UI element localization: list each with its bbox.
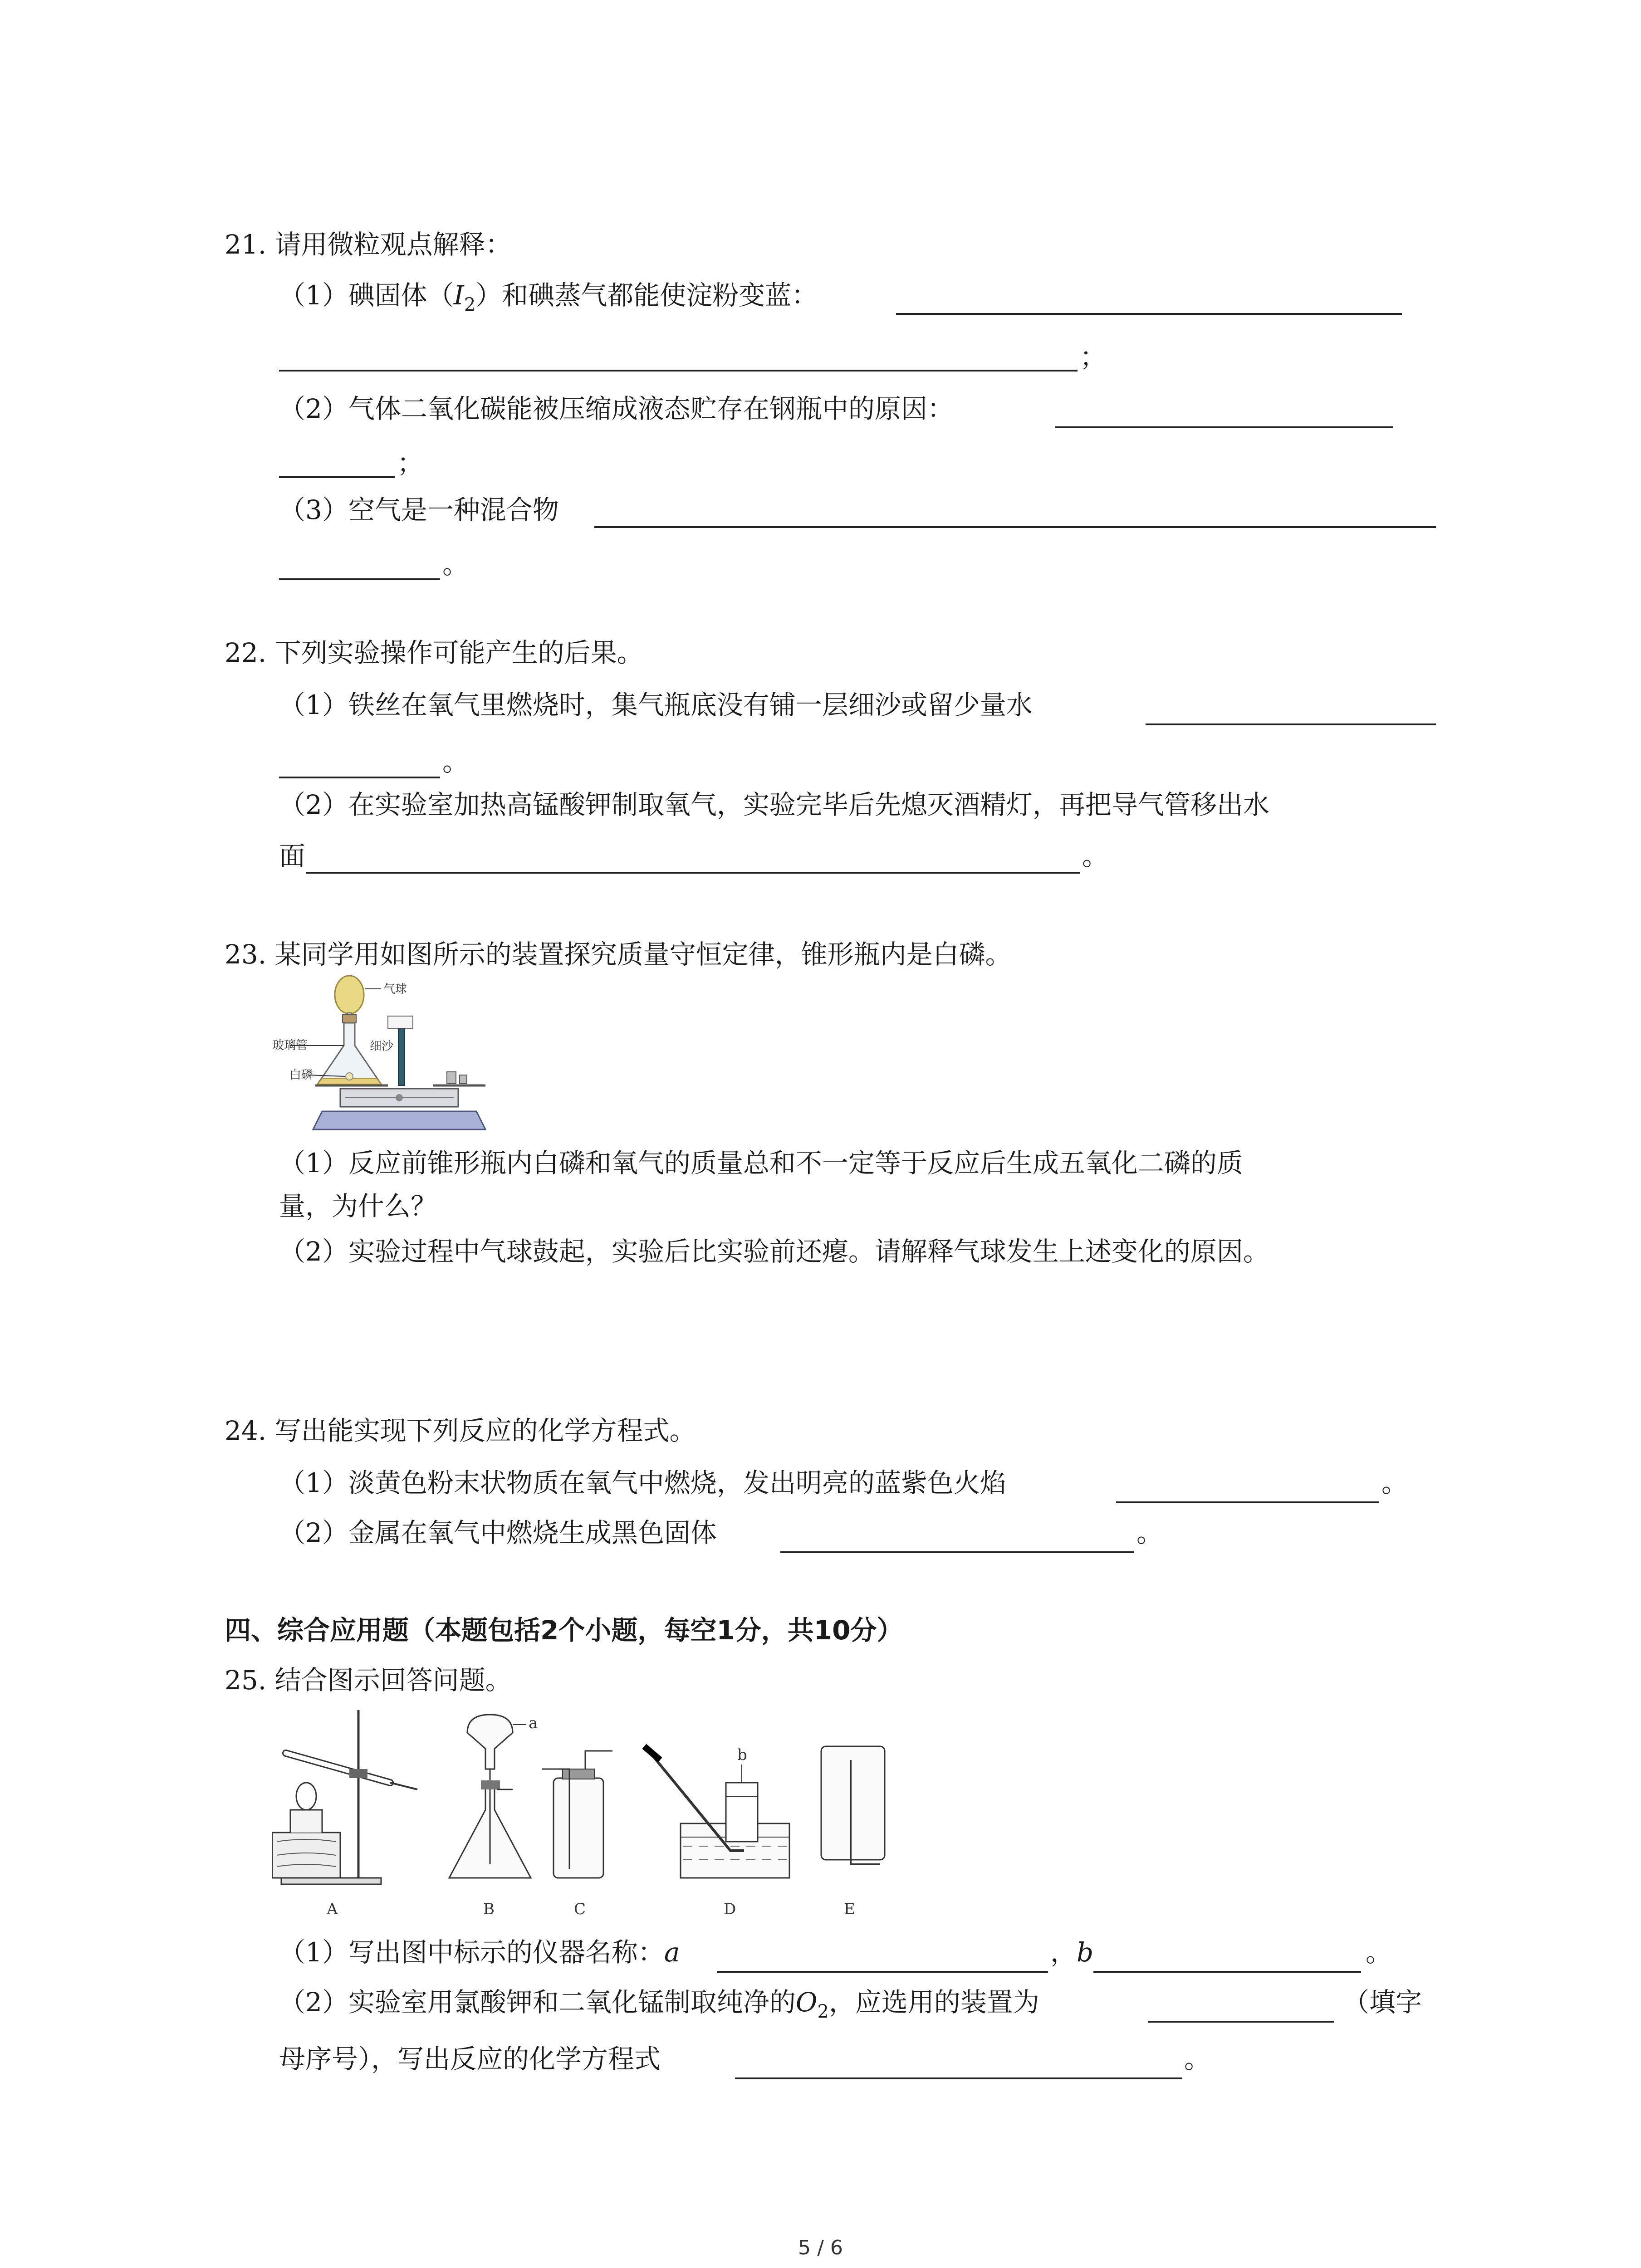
q25-part2-cont: 母序号），写出反应的化学方程式 [279, 2043, 661, 2074]
q21-iodine-subscript: 2 [464, 294, 476, 315]
q23-part2: （2）实验过程中气球鼓起，实验后比实验前还瘪。请解释气球发生上述变化的原因。 [279, 1236, 1269, 1267]
balloon-icon [335, 976, 364, 1014]
q25-part2-end: 。 [1184, 2043, 1211, 2074]
apparatus-c-icon [542, 1751, 612, 1878]
q21-answer-blank-3[interactable] [594, 526, 1436, 528]
fig-label-d: D [724, 1900, 736, 1918]
q25-part2-text-a: （2）实验室用氯酸钾和二氧化锰制取纯净的 [279, 1987, 796, 2018]
q24-answer-blank-2[interactable] [780, 1551, 1134, 1553]
weight-column-icon [398, 1029, 405, 1085]
q22-part1: （1）铁丝在氧气里燃烧时，集气瓶底没有铺一层细沙或留少量水 [279, 689, 1033, 720]
q21-title: 21. 请用微粒观点解释： [225, 229, 512, 260]
q25-title: 25. 结合图示回答问题。 [225, 1665, 512, 1696]
q25-part1-text: （1）写出图中标示的仪器名称： [279, 1937, 664, 1968]
q21-part1-text-a: （1）碘固体（ [279, 280, 454, 311]
q25-oxygen-symbol: O [795, 1987, 818, 2018]
q24-answer-blank-1[interactable] [1116, 1501, 1379, 1503]
q25-answer-blank-b[interactable] [1093, 1971, 1361, 1973]
q25-part2-text-c: （填字 [1343, 1987, 1422, 2018]
q24-part2: （2）金属在氧气中燃烧生成黑色固体 [279, 1517, 717, 1548]
q23-title: 23. 某同学用如图所示的装置探究质量守恒定律，锥形瓶内是白磷。 [225, 939, 1012, 970]
white-phosphorus-icon [346, 1073, 353, 1080]
q25-part1 [279, 1935, 680, 1970]
q23-part1-cont: 量，为什么？ [279, 1191, 437, 1222]
fig-label-e: E [844, 1900, 855, 1918]
fig-label-a-pointer: a [529, 1714, 538, 1732]
q25-part2 [279, 1984, 1039, 2029]
q21-part1 [279, 278, 818, 323]
apparatus-a-icon [272, 1710, 417, 1884]
q22-part2: （2）在实验室加热高锰酸钾制取氧气，实验完毕后先熄灭酒精灯，再把导气管移出水 [279, 789, 1269, 820]
q25-answer-blank-a[interactable] [717, 1971, 1048, 1973]
apparatus-d-icon [644, 1746, 789, 1878]
q24-part1: （1）淡黄色粉末状物质在氧气中燃烧，发出明亮的蓝紫色火焰 [279, 1467, 1006, 1498]
fig-label-b-pointer: b [737, 1746, 747, 1764]
q25-label-b: b [1077, 1937, 1094, 1968]
q22-answer-blank-1-cont[interactable] [279, 777, 440, 778]
q25-separator: ， [1050, 1937, 1077, 1968]
q21-answer-blank-1-cont[interactable] [279, 370, 1078, 371]
q21-part1-text-b: ）和碘蒸气都能使淀粉变蓝： [475, 280, 818, 311]
q24-part2-end: 。 [1136, 1517, 1163, 1548]
fig-label-b: B [483, 1900, 495, 1918]
q21-iodine-symbol: I [453, 280, 464, 311]
section-4-heading: 四、综合应用题（本题包括2个小题，每空1分，共10分） [225, 1615, 903, 1646]
q21-answer-blank-3-cont[interactable] [279, 578, 440, 580]
q22-part1-end: 。 [442, 746, 469, 777]
balance-apparatus-figure [272, 973, 499, 1145]
q21-part2: （2）气体二氧化碳能被压缩成液态贮存在钢瓶中的原因： [279, 393, 954, 424]
q25-answer-blank-device[interactable] [1148, 2021, 1334, 2023]
q22-part2-end: 。 [1082, 841, 1109, 871]
q24-title: 24. 写出能实现下列反应的化学方程式。 [225, 1415, 696, 1446]
q22-answer-blank-1[interactable] [1146, 723, 1436, 725]
fig-label-glass-tube: 玻璃管 [272, 1039, 308, 1052]
q21-part3: （3）空气是一种混合物 [279, 494, 559, 525]
q25-oxygen-subscript: 2 [817, 2001, 829, 2022]
apparatus-b-icon [449, 1715, 531, 1878]
q21-answer-blank-2[interactable] [1055, 426, 1393, 428]
q25-part1-end: 。 [1366, 1937, 1392, 1968]
q25-part1-b [1050, 1935, 1093, 1970]
fig-label-c: C [574, 1900, 586, 1918]
apparatus-e-icon [821, 1746, 885, 1864]
weight-icon [447, 1072, 456, 1084]
q21-part1-end: ； [1080, 342, 1107, 372]
lab-apparatus-figure [272, 1706, 907, 1923]
q22-title: 22. 下列实验操作可能产生的后果。 [225, 637, 643, 668]
fig-label-a: A [327, 1900, 338, 1918]
q21-part3-end: 。 [442, 549, 469, 580]
balance-base-icon [313, 1111, 485, 1129]
q22-answer-blank-2[interactable] [306, 872, 1080, 874]
q21-part2-end: ； [397, 448, 424, 479]
q25-answer-blank-equation[interactable] [735, 2077, 1182, 2079]
q21-answer-blank-1[interactable] [896, 313, 1402, 315]
fig-label-sand: 细沙 [370, 1040, 394, 1053]
fig-label-balloon: 气球 [383, 982, 407, 996]
q21-answer-blank-2-cont[interactable] [279, 476, 395, 478]
q25-part2-text-b: ，应选用的装置为 [828, 1987, 1039, 2018]
page-number: 5 / 6 [798, 2236, 843, 2259]
q22-part2-cont: 面 [279, 841, 306, 871]
fig-label-phosphorus: 白磷 [289, 1068, 314, 1082]
q24-part1-end: 。 [1381, 1467, 1408, 1498]
q23-part1: （1）反应前锥形瓶内白磷和氧气的质量总和不一定等于反应后生成五氧化二磷的质 [279, 1148, 1243, 1178]
q25-label-a: a [664, 1937, 680, 1968]
